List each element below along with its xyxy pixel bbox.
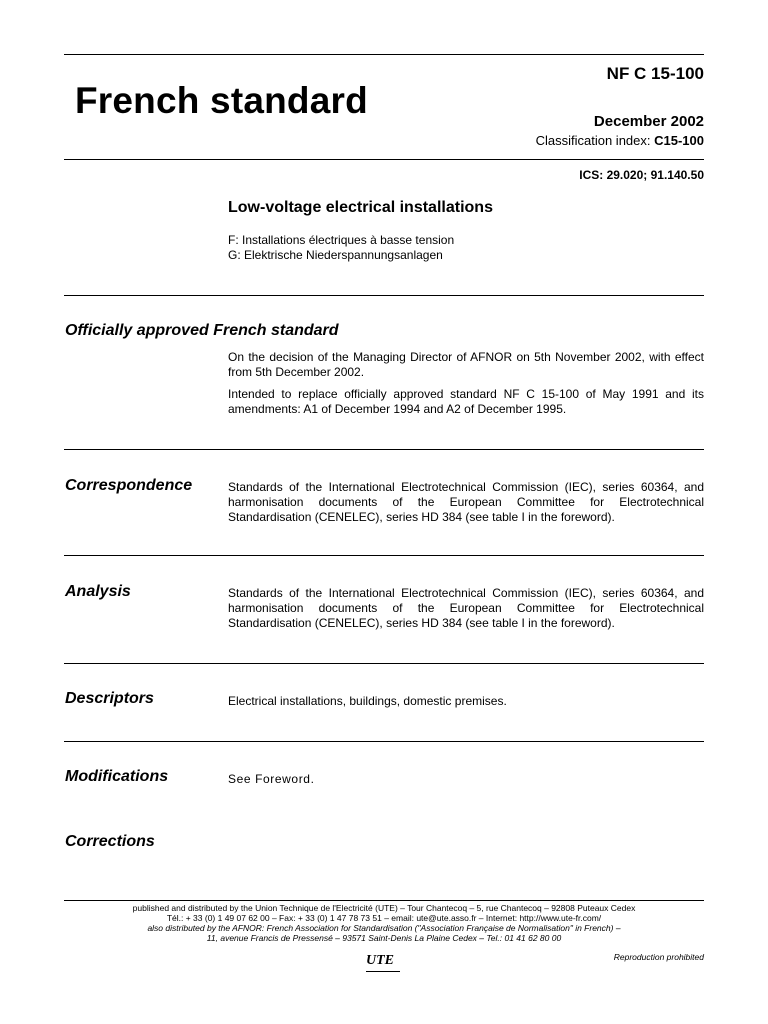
correspondence-rule bbox=[64, 555, 704, 556]
subject-title: Low-voltage electrical installations bbox=[228, 199, 493, 216]
modifications-heading: Modifications bbox=[65, 768, 169, 785]
translation-french: F: Installations électriques à basse tension bbox=[228, 233, 455, 247]
translation-german: G: Elektrische Niederspannungsanlagen bbox=[228, 248, 443, 262]
header-rule bbox=[64, 159, 704, 160]
classification-index bbox=[536, 133, 704, 148]
footer-rule bbox=[64, 900, 704, 901]
footer-afnor-address-text: 11, avenue Francis de Pressensé – 93571 Saint-Denis La Plaine Cedex – Tel.: 01 41 62 80 00 bbox=[206, 933, 562, 943]
page-title: French standard bbox=[75, 80, 368, 121]
publication-date: December 2002 bbox=[593, 113, 704, 130]
ute-logo: UTE bbox=[366, 953, 394, 968]
footer-afnor bbox=[64, 923, 704, 933]
ics-code: ICS: 29.020; 91.140.50 bbox=[579, 168, 704, 182]
correspondence-heading: Correspondence bbox=[65, 477, 193, 494]
approval-paragraph-2: Intended to replace officially approved standard NF C 15-100 of May 1991 and its amendments: A1 of December 1994 and A2 of December 1995. bbox=[228, 387, 704, 416]
analysis-rule bbox=[64, 663, 704, 664]
modifications-text: See Foreword. bbox=[228, 772, 315, 786]
approval-paragraph-1: On the decision of the Managing Director of AFNOR on 5th November 2002, with effect from 5th December 2002. bbox=[228, 350, 704, 379]
classification-label: Classification index: bbox=[535, 133, 651, 148]
approval-rule bbox=[64, 449, 704, 450]
footer-publisher: published and distributed by the Union Technique de l'Electricité (UTE) – Tour Chantecoq – 5, rue Chantecoq – 92808 Puteaux Cedex bbox=[132, 903, 636, 913]
classification-value: C15-100 bbox=[654, 133, 704, 148]
approval-heading: Officially approved French standard bbox=[65, 322, 339, 339]
top-rule bbox=[64, 54, 704, 55]
footer-afnor-text: also distributed by the AFNOR: French Association for Standardisation ("Association Française de Normalisation" in French) – bbox=[147, 923, 621, 933]
analysis-text: Standards of the International Electrotechnical Commission (IEC), series 60364, and harmonisation documents of the European Committee for Electrotechnical Standardisation (CENELEC), series HD 384 (see table I in the foreword). bbox=[228, 586, 704, 630]
reproduction-notice: Reproduction prohibited bbox=[613, 952, 704, 962]
corrections-heading: Corrections bbox=[65, 833, 155, 850]
correspondence-text: Standards of the International Electrotechnical Commission (IEC), series 60364, and harmonisation documents of the European Committee for Electrotechnical Standardisation (CENELEC), series HD 384 (see table I in the foreword). bbox=[228, 480, 704, 524]
footer-contact: Tél.: + 33 (0) 1 49 07 62 00 – Fax: + 33 (0) 1 47 78 73 51 – email: ute@ute.asso.fr – Internet: http://www.ute-fr.com/ bbox=[166, 913, 602, 923]
descriptors-heading: Descriptors bbox=[65, 690, 154, 707]
footer-afnor-address bbox=[64, 933, 704, 943]
standard-number: NF C 15-100 bbox=[606, 64, 704, 83]
descriptors-text: Electrical installations, buildings, domestic premises. bbox=[228, 694, 507, 708]
ute-logo-underline bbox=[366, 971, 400, 972]
subject-rule bbox=[64, 295, 704, 296]
descriptors-rule bbox=[64, 741, 704, 742]
analysis-heading: Analysis bbox=[65, 583, 131, 600]
